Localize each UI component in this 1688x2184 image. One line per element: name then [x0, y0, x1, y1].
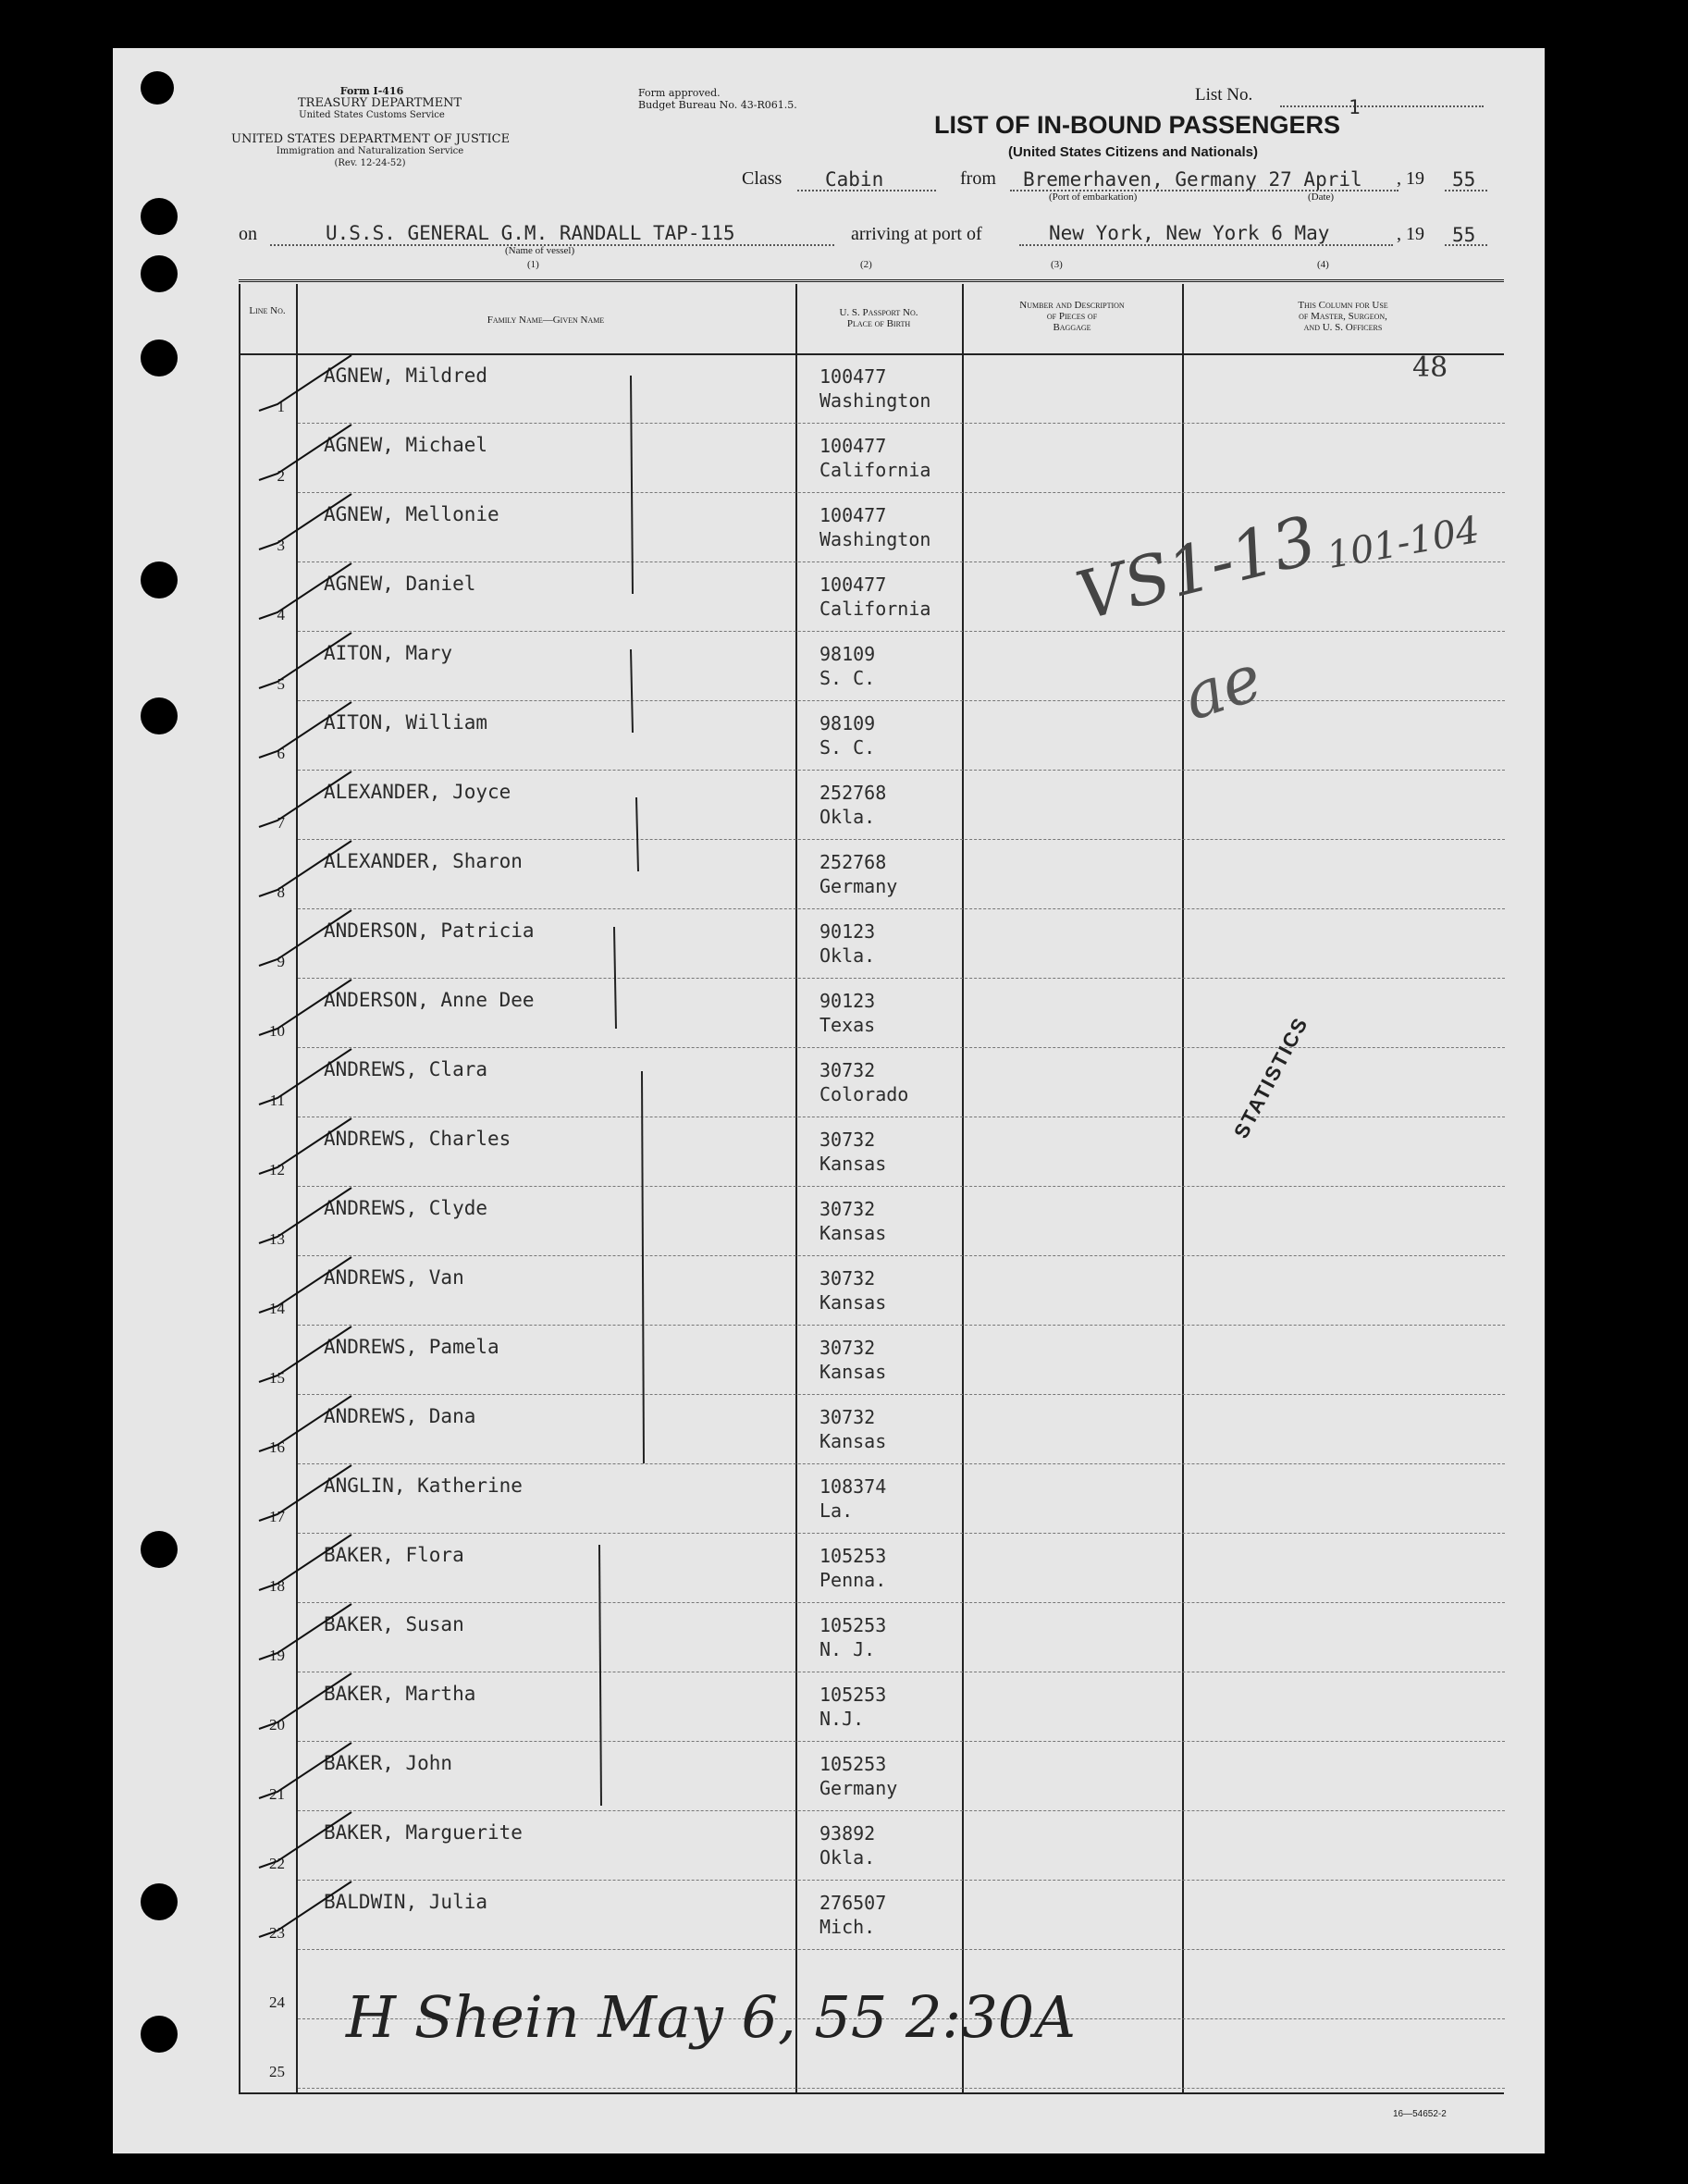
check-mark — [259, 1882, 351, 1937]
date-caption: (Date) — [1308, 191, 1335, 203]
passenger-name: ANDERSON, Anne Dee — [324, 989, 535, 1011]
vessel-value: U.S.S. GENERAL G.M. RANDALL TAP-115 — [326, 222, 735, 244]
signature-line: H Shein May 6, 55 2:30A — [346, 1983, 1076, 2051]
line-number: 3 — [277, 537, 285, 554]
list-no-label: List No. — [1195, 85, 1253, 105]
passport-number: 105253 — [819, 1614, 887, 1636]
place-of-birth: Washington — [819, 389, 931, 412]
check-mark — [259, 1812, 351, 1868]
vessel-caption: (Name of vessel) — [505, 245, 575, 256]
check-mark — [259, 1465, 351, 1521]
passport-number: 90123 — [819, 920, 876, 943]
line-number: 7 — [277, 814, 285, 832]
check-mark — [259, 1396, 351, 1451]
place-of-birth: California — [819, 598, 931, 620]
port-num: (3) — [1051, 259, 1063, 270]
place-of-birth: Kansas — [819, 1153, 887, 1175]
form-number: Form I-416 — [339, 85, 404, 97]
passport-number: 93892 — [819, 1822, 876, 1845]
passenger-name: BAKER, Martha — [324, 1683, 476, 1705]
passport-number: 108374 — [819, 1475, 887, 1498]
port-embark-caption: (Port of embarkation) — [1049, 191, 1138, 203]
family-bracket — [631, 649, 633, 733]
line-number: 8 — [277, 883, 285, 901]
check-mark — [259, 771, 351, 827]
line-number: 12 — [269, 1161, 285, 1178]
line-number: 23 — [269, 1924, 285, 1942]
family-bracket — [599, 1545, 601, 1806]
arrive-year: 55 — [1452, 224, 1476, 246]
date-num: (4) — [1317, 259, 1329, 270]
place-of-birth: California — [819, 459, 931, 481]
line-number: 15 — [269, 1369, 285, 1387]
passport-number: 100477 — [819, 435, 887, 457]
passenger-name: ALEXANDER, Joyce — [324, 781, 511, 803]
col-head-name: Family Name—Given Name — [487, 315, 605, 326]
from-year: 55 — [1452, 168, 1476, 191]
passenger-name: BAKER, Marguerite — [324, 1821, 523, 1844]
place-of-birth: Colorado — [819, 1083, 909, 1105]
place-of-birth: S. C. — [819, 736, 876, 759]
from-value: Bremerhaven, Germany 27 April — [1023, 168, 1362, 191]
arriving-label: arriving at port of — [851, 224, 982, 244]
officer-number: 48 — [1412, 352, 1448, 384]
place-of-birth: Okla. — [819, 806, 876, 828]
place-of-birth: N.J. — [819, 1708, 865, 1730]
check-mark — [259, 910, 351, 966]
passenger-name: ANDREWS, Van — [324, 1266, 464, 1289]
place-of-birth: Mich. — [819, 1916, 876, 1938]
place-of-birth: Kansas — [819, 1430, 887, 1452]
budget-bureau: Budget Bureau No. 43-R061.5. — [638, 99, 797, 111]
place-of-birth: Germany — [819, 875, 898, 897]
passenger-name: AGNEW, Daniel — [324, 573, 476, 595]
col-head-officers-3: and U. S. Officers — [1303, 322, 1383, 333]
line-number: 11 — [269, 1092, 285, 1109]
passenger-name: ANDREWS, Pamela — [324, 1336, 499, 1358]
col-head-passport-1: U. S. Passport No. — [839, 307, 918, 318]
place-of-birth: Kansas — [819, 1361, 887, 1383]
place-of-birth: Penna. — [819, 1569, 887, 1591]
passport-number: 30732 — [819, 1059, 876, 1081]
check-mark — [259, 563, 351, 619]
on-label: on — [239, 224, 257, 244]
passenger-name: AGNEW, Mildred — [324, 364, 488, 387]
line-number: 20 — [269, 1716, 285, 1734]
passport-number: 252768 — [819, 851, 887, 873]
customs-service: United States Customs Service — [299, 110, 445, 120]
manifest-page — [113, 48, 1545, 2153]
check-marks — [113, 48, 1545, 2153]
arrive-year-prefix: , 19 — [1397, 224, 1424, 244]
passport-number: 30732 — [819, 1129, 876, 1151]
line-number: 17 — [269, 1508, 285, 1525]
statistics-stamp: STATISTICS — [1229, 1012, 1313, 1142]
place-of-birth: Kansas — [819, 1222, 887, 1244]
passport-number: 100477 — [819, 365, 887, 388]
passenger-name: AGNEW, Mellonie — [324, 503, 499, 525]
passport-number: 105253 — [819, 1684, 887, 1706]
check-mark — [259, 1257, 351, 1313]
line-number: 19 — [269, 1647, 285, 1664]
passenger-name: ANDERSON, Patricia — [324, 919, 535, 942]
check-mark — [259, 1049, 351, 1104]
line-number: 6 — [277, 745, 285, 762]
col-head-officers-1: This Column for Use — [1298, 300, 1388, 311]
revision: (Rev. 12-24-52) — [334, 158, 406, 168]
from-year-prefix: , 19 — [1397, 168, 1424, 189]
class-label: Class — [742, 168, 782, 189]
form-approved: Form approved. — [638, 87, 721, 99]
from-label: from — [960, 168, 996, 189]
check-mark — [259, 633, 351, 688]
check-mark — [259, 1535, 351, 1590]
passenger-name: BAKER, Flora — [324, 1544, 464, 1566]
family-bracket — [636, 797, 638, 871]
check-mark — [259, 1743, 351, 1798]
vessel-caption-num: (1) — [527, 259, 539, 270]
footer-code: 16—54652-2 — [1393, 2109, 1447, 2119]
place-of-birth: Washington — [819, 528, 931, 550]
line-number: 10 — [269, 1022, 285, 1040]
check-mark — [259, 980, 351, 1035]
passport-number: 105253 — [819, 1753, 887, 1775]
passport-number: 252768 — [819, 782, 887, 804]
check-mark — [259, 1188, 351, 1243]
check-mark — [259, 1118, 351, 1174]
treasury-dept: TREASURY DEPARTMENT — [298, 96, 462, 110]
passenger-name: ANDREWS, Charles — [324, 1128, 511, 1150]
line-number: 16 — [269, 1438, 285, 1456]
check-mark — [259, 702, 351, 758]
passenger-name: AITON, Mary — [324, 642, 453, 664]
class-value: Cabin — [825, 168, 884, 191]
port-value: New York, New York 6 May — [1049, 222, 1330, 244]
passenger-name: AGNEW, Michael — [324, 434, 488, 456]
page-subtitle: (United States Citizens and Nationals) — [1007, 144, 1259, 160]
place-of-birth: Okla. — [819, 1846, 876, 1869]
col-head-line-no: Line No. — [249, 305, 286, 316]
passenger-name: AITON, William — [324, 711, 488, 734]
passenger-name: ANGLIN, Katherine — [324, 1475, 523, 1497]
passenger-name: BAKER, John — [324, 1752, 453, 1774]
col-head-officers-2: of Master, Surgeon, — [1299, 311, 1387, 322]
passenger-name: BAKER, Susan — [324, 1613, 464, 1635]
line-number: 18 — [269, 1577, 285, 1595]
check-mark — [259, 425, 351, 480]
line-number: 24 — [269, 1993, 285, 2011]
line-number: 1 — [277, 398, 285, 415]
place-of-birth: Texas — [819, 1014, 876, 1036]
passenger-name: ANDREWS, Clyde — [324, 1197, 488, 1219]
passport-number: 98109 — [819, 712, 876, 734]
line-number: 13 — [269, 1230, 285, 1248]
passport-number: 90123 — [819, 990, 876, 1012]
line-number: 5 — [277, 675, 285, 693]
place-of-birth: N. J. — [819, 1638, 876, 1660]
passport-number: 276507 — [819, 1892, 887, 1914]
family-bracket — [642, 1071, 644, 1463]
place-of-birth: La. — [819, 1499, 854, 1522]
page-title: LIST OF IN-BOUND PASSENGERS — [934, 111, 1341, 139]
handwritten-initials: ae — [1174, 639, 1271, 735]
passenger-name: ANDREWS, Clara — [324, 1058, 488, 1080]
handwritten-note-1: VS1-13 — [1068, 500, 1325, 635]
arriving-num: (2) — [860, 259, 872, 270]
line-number: 9 — [277, 953, 285, 970]
place-of-birth: S. C. — [819, 667, 876, 689]
check-mark — [259, 355, 351, 411]
passport-number: 30732 — [819, 1267, 876, 1289]
line-number: 21 — [269, 1785, 285, 1803]
col-head-baggage-2: of Pieces of — [1046, 311, 1098, 322]
col-head-baggage-3: Baggage — [1053, 322, 1091, 333]
place-of-birth: Kansas — [819, 1291, 887, 1314]
check-mark — [259, 1673, 351, 1729]
family-bracket — [631, 376, 633, 594]
col-head-passport-2: Place of Birth — [846, 318, 911, 329]
passport-number: 100477 — [819, 504, 887, 526]
check-mark — [259, 1326, 351, 1382]
passport-number: 30732 — [819, 1198, 876, 1220]
line-number: 2 — [277, 467, 285, 485]
passport-number: 30732 — [819, 1406, 876, 1428]
justice-dept: UNITED STATES DEPARTMENT OF JUSTICE — [231, 132, 511, 146]
passenger-name: BALDWIN, Julia — [324, 1891, 488, 1913]
place-of-birth: Okla. — [819, 944, 876, 967]
passenger-name: ALEXANDER, Sharon — [324, 850, 523, 872]
line-number: 4 — [277, 606, 285, 623]
check-mark — [259, 1604, 351, 1660]
check-mark — [259, 841, 351, 896]
ins-service: Immigration and Naturalization Service — [276, 146, 464, 156]
list-no-value: 1 — [1349, 96, 1361, 118]
handwritten-note-2: 101-104 — [1324, 508, 1483, 578]
passport-number: 30732 — [819, 1337, 876, 1359]
check-mark — [259, 494, 351, 549]
line-number: 14 — [269, 1300, 285, 1317]
passenger-name: ANDREWS, Dana — [324, 1405, 476, 1427]
line-number: 22 — [269, 1855, 285, 1872]
line-number: 25 — [269, 2063, 285, 2080]
passport-number: 105253 — [819, 1545, 887, 1567]
passport-number: 100477 — [819, 574, 887, 596]
col-head-baggage-1: Number and Description — [1019, 300, 1125, 311]
place-of-birth: Germany — [819, 1777, 898, 1799]
passport-number: 98109 — [819, 643, 876, 665]
family-bracket — [614, 927, 616, 1029]
